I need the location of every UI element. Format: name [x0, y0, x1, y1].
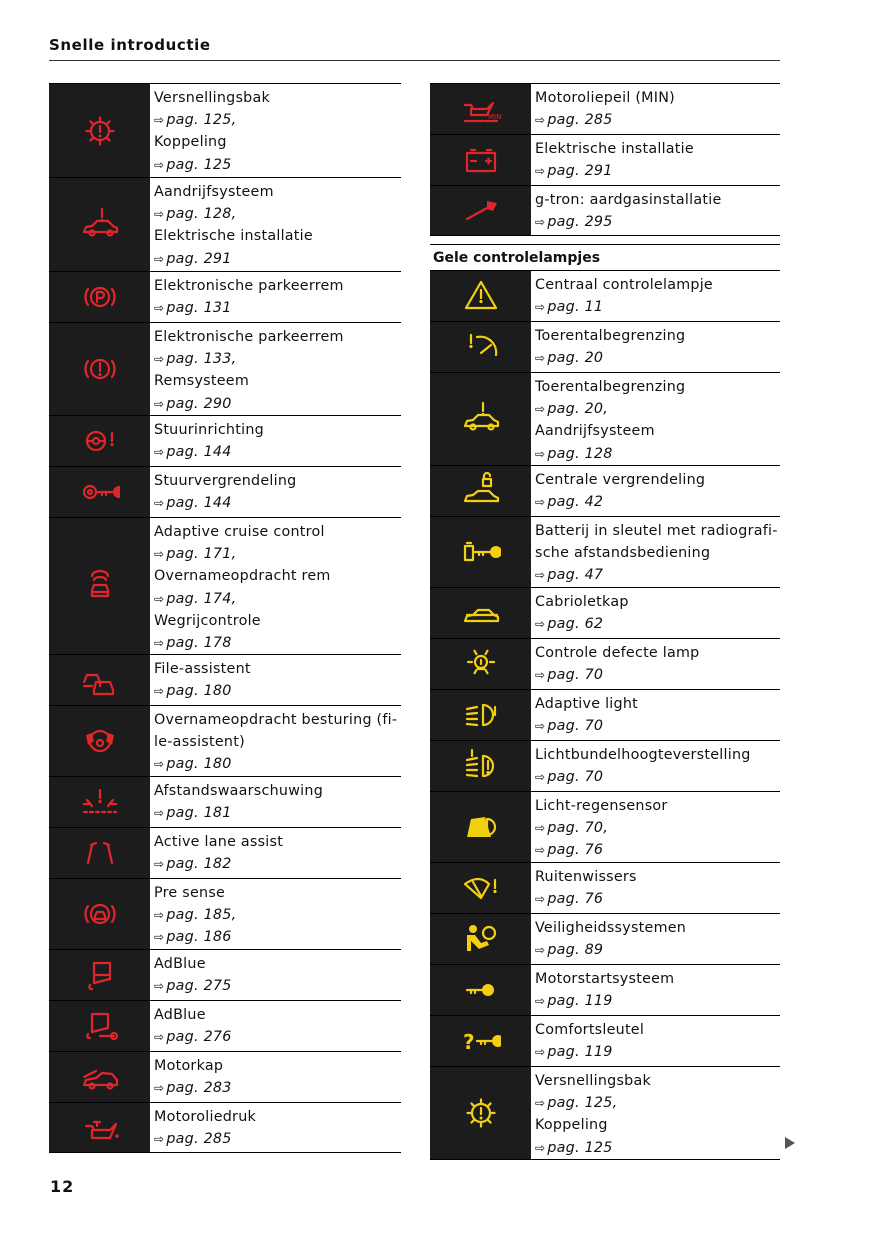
arrow-right-icon: ⇨	[535, 300, 546, 315]
convertible-top-icon	[430, 588, 531, 638]
arrow-right-icon: ⇨	[535, 892, 546, 907]
arrow-right-icon: ⇨	[535, 113, 546, 128]
page-reference	[154, 926, 401, 948]
page-reference-text: pag. 185,	[166, 907, 237, 924]
page-reference	[154, 1026, 401, 1048]
page-reference-text: pag. 76	[547, 891, 604, 908]
lamp-label: Centraal controlelampje	[535, 277, 713, 293]
arrow-right-icon: ⇨	[535, 668, 546, 683]
lamp-description	[531, 1067, 780, 1159]
lamp-label: Licht-regensensor	[535, 798, 668, 814]
adaptive-cruise-icon	[49, 518, 150, 654]
lamp-description	[150, 178, 401, 271]
lamp-label: AdBlue	[154, 1007, 206, 1023]
lamp-label: Adaptive light	[535, 696, 639, 712]
lamp-label: AdBlue	[154, 956, 206, 972]
page-reference-text: pag. 186	[166, 929, 232, 946]
page-reference	[154, 203, 401, 225]
page-reference	[154, 975, 401, 997]
lamp-row	[430, 791, 780, 862]
lamp-row	[430, 185, 780, 236]
key-icon	[430, 965, 531, 1015]
arrow-right-icon: ⇨	[535, 215, 546, 230]
lamp-row	[430, 465, 780, 516]
traffic-jam-icon	[49, 655, 150, 705]
lamp-description	[531, 517, 780, 587]
lamp-description	[150, 1001, 401, 1051]
page-reference	[535, 888, 780, 910]
lamp-row	[49, 705, 401, 776]
arrow-right-icon: ⇨	[535, 1096, 546, 1111]
arrow-right-icon: ⇨	[535, 446, 546, 461]
page-reference-text: pag. 119	[547, 1044, 613, 1061]
lamp-description	[150, 467, 401, 517]
lamp-row	[49, 517, 401, 654]
yellow-section-title: Gele controlelampjes	[430, 244, 780, 270]
page-reference-text: pag. 89	[547, 942, 604, 959]
lamp-label: Elektrische installatie	[535, 141, 694, 157]
lamp-row	[430, 913, 780, 964]
page-reference-text: pag. 291	[547, 163, 613, 180]
page-reference	[535, 839, 780, 861]
svg-text:MIN: MIN	[487, 113, 501, 121]
lamp-row	[430, 1066, 780, 1160]
arrow-right-icon: ⇨	[535, 1045, 546, 1060]
lamp-label: Afstandswaarschuwing	[154, 783, 324, 799]
page-reference	[535, 817, 780, 839]
arrow-right-icon: ⇨	[154, 1132, 165, 1147]
lamp-description	[150, 879, 401, 949]
lamp-row	[49, 322, 401, 415]
page-reference-text: pag. 182	[166, 856, 232, 873]
lamp-description	[531, 792, 780, 862]
lamp-description	[150, 1052, 401, 1102]
page-reference-text: pag. 291	[166, 250, 232, 267]
page-reference-text: pag. 174,	[166, 590, 237, 607]
lamp-description	[531, 690, 780, 740]
lamp-description	[531, 1016, 780, 1066]
lamp-description	[531, 863, 780, 913]
page-reference	[154, 588, 401, 610]
header-rule	[49, 60, 780, 61]
lamp-label: Stuurinrichting	[154, 422, 264, 438]
lamp-label: le-assistent)	[154, 734, 245, 751]
page-reference-text: pag. 11	[547, 299, 604, 316]
page-reference-text: pag. 133,	[166, 351, 237, 368]
page-reference	[535, 347, 780, 369]
page-reference	[535, 398, 780, 420]
arrow-right-icon: ⇨	[154, 806, 165, 821]
page-reference-text: pag. 20	[547, 350, 604, 367]
page-number: 12	[50, 1177, 75, 1196]
page-reference	[535, 109, 780, 131]
lamp-label: Pre sense	[154, 885, 226, 901]
page-reference-text: pag. 180	[166, 756, 232, 773]
page-reference	[535, 939, 780, 961]
page-reference-text: pag. 285	[547, 112, 613, 129]
lamp-row	[49, 827, 401, 878]
hood-open-icon	[49, 1052, 150, 1102]
lamp-description	[150, 1103, 401, 1152]
lamp-label: Centrale vergrendeling	[535, 472, 706, 488]
lamp-description	[150, 828, 401, 878]
wiper-warning-icon	[430, 863, 531, 913]
steering-warning-icon	[49, 416, 150, 466]
central-lock-icon	[430, 466, 531, 516]
lamp-label: Controle defecte lamp	[535, 645, 700, 661]
lamp-description	[150, 655, 401, 705]
page-reference-text: pag. 290	[166, 395, 232, 412]
page-reference-text: pag. 70	[547, 667, 604, 684]
lamp-row	[49, 415, 401, 466]
page-reference	[535, 1092, 780, 1114]
rpm-limit-icon	[430, 322, 531, 372]
gear-warning-icon	[430, 1067, 531, 1159]
page-reference	[154, 154, 401, 176]
arrow-right-icon: ⇨	[154, 684, 165, 699]
page-reference-text: pag. 276	[166, 1029, 232, 1046]
steering-lock-key-icon	[49, 467, 150, 517]
lamp-label: Motoroliedruk	[154, 1109, 257, 1125]
arrow-right-icon: ⇨	[535, 617, 546, 632]
lane-assist-icon	[49, 828, 150, 878]
arrow-right-icon: ⇨	[154, 857, 165, 872]
page-reference	[154, 1077, 401, 1099]
lamp-row	[49, 654, 401, 705]
lamp-label: Veiligheidssystemen	[535, 920, 687, 936]
page-reference-text: pag. 119	[547, 993, 613, 1010]
page-header: Snelle introductie	[49, 36, 211, 54]
page-reference-text: pag. 70,	[547, 820, 609, 837]
lamp-row	[49, 271, 401, 322]
lamp-row	[430, 321, 780, 372]
lamps-table-right	[430, 83, 780, 1160]
lamp-label: sche afstandsbediening	[535, 545, 711, 562]
page-reference	[535, 766, 780, 788]
lamp-row	[49, 949, 401, 1000]
lamp-label: Aandrijfsysteem	[154, 184, 274, 200]
svg-text:?: ?	[462, 1030, 475, 1054]
lamp-label: Motorkap	[154, 1058, 224, 1074]
hands-on-wheel-icon	[49, 706, 150, 776]
page-reference-text: pag. 128	[547, 445, 613, 462]
lamp-description	[531, 588, 780, 638]
page-reference	[535, 564, 780, 586]
lamp-label: Batterij in sleutel met radiografi-	[535, 523, 778, 539]
arrow-right-icon: ⇨	[154, 1081, 165, 1096]
lamp-label: Elektrische installatie	[154, 228, 313, 245]
red-lamps-table-right	[430, 83, 780, 236]
page-reference-text: pag. 62	[547, 616, 604, 633]
arrow-right-icon: ⇨	[154, 207, 165, 222]
lamp-label: Versnellingsbak	[154, 90, 271, 106]
arrow-right-icon: ⇨	[154, 352, 165, 367]
page-reference	[154, 753, 401, 775]
arrow-right-icon: ⇨	[535, 719, 546, 734]
lamp-description	[150, 777, 401, 827]
key-battery-icon	[430, 517, 531, 587]
page-reference-text: pag. 128,	[166, 206, 237, 223]
page-reference-text: pag. 70	[547, 769, 604, 786]
arrow-right-icon: ⇨	[154, 1030, 165, 1045]
lamp-label: Overnameopdracht rem	[154, 568, 331, 585]
lamp-row	[49, 177, 401, 271]
lamp-row	[49, 83, 401, 177]
distance-warning-icon	[49, 777, 150, 827]
lamp-description	[531, 373, 780, 465]
lamp-row	[430, 134, 780, 185]
lamp-label: Motorstartsysteem	[535, 971, 675, 987]
lamp-row	[49, 1102, 401, 1153]
adaptive-light-icon	[430, 690, 531, 740]
page-reference	[154, 348, 401, 370]
lamp-row	[430, 270, 780, 321]
lamp-label: Elektronische parkeerrem	[154, 329, 344, 345]
lamp-label: Comfortsleutel	[535, 1022, 645, 1038]
page-reference-text: pag. 70	[547, 718, 604, 735]
lamp-description	[531, 84, 780, 134]
page-reference	[154, 853, 401, 875]
lamp-label: g-tron: aardgasinstallatie	[535, 192, 722, 208]
lamp-label: Toerentalbegrenzing	[535, 379, 686, 395]
page-reference	[535, 491, 780, 513]
lamp-row	[430, 516, 780, 587]
lamp-label: Koppeling	[535, 1117, 608, 1134]
adblue-wrench-icon	[49, 1001, 150, 1051]
page-reference-text: pag. 20,	[547, 401, 609, 418]
arrow-right-icon: ⇨	[154, 301, 165, 316]
page-reference	[154, 492, 401, 514]
lamp-label: Versnellingsbak	[535, 1073, 652, 1089]
lamp-description	[531, 965, 780, 1015]
arrow-right-icon: ⇨	[535, 568, 546, 583]
arrow-right-icon: ⇨	[154, 251, 165, 266]
page-reference	[154, 393, 401, 415]
wrench-icon	[430, 186, 531, 235]
page-reference	[535, 211, 780, 233]
adblue-icon	[49, 950, 150, 1000]
lamp-label: Wegrijcontrole	[154, 612, 261, 629]
arrow-right-icon: ⇨	[535, 1140, 546, 1155]
arrow-right-icon: ⇨	[154, 445, 165, 460]
arrow-right-icon: ⇨	[154, 757, 165, 772]
airbag-icon	[430, 914, 531, 964]
next-page-arrow	[785, 1137, 795, 1149]
lamp-label: Elektronische parkeerrem	[154, 278, 344, 294]
lamp-description	[150, 272, 401, 322]
lamp-label: Adaptive cruise control	[154, 524, 325, 540]
lamp-description	[531, 271, 780, 321]
lamp-row	[49, 1000, 401, 1051]
arrow-right-icon: ⇨	[154, 496, 165, 511]
page-reference	[154, 802, 401, 824]
lamp-description	[150, 706, 401, 776]
car-warning-icon	[430, 373, 531, 465]
page-reference	[154, 441, 401, 463]
lamp-description	[150, 323, 401, 415]
car-warning-icon	[49, 178, 150, 271]
page-reference	[535, 715, 780, 737]
lamp-label: Motoroliepeil (MIN)	[535, 90, 675, 106]
page-reference	[535, 664, 780, 686]
page-reference-text: pag. 144	[166, 444, 232, 461]
page-reference	[535, 990, 780, 1012]
lamp-label: File-assistent	[154, 661, 251, 677]
arrow-right-icon: ⇨	[154, 396, 165, 411]
page-reference-text: pag. 125	[166, 156, 232, 173]
arrow-right-icon: ⇨	[535, 164, 546, 179]
arrow-right-icon: ⇨	[154, 157, 165, 172]
lamp-label: Toerentalbegrenzing	[535, 328, 686, 344]
page-reference	[154, 680, 401, 702]
lamp-row	[49, 1051, 401, 1102]
page-reference-text: pag. 47	[547, 567, 604, 584]
lamp-label: Overnameopdracht besturing (fi-	[154, 712, 398, 728]
page-reference-text: pag. 131	[166, 300, 232, 317]
lamp-row	[49, 776, 401, 827]
page-reference-text: pag. 125,	[166, 112, 237, 129]
arrow-right-icon: ⇨	[535, 943, 546, 958]
brake-warning-icon	[49, 323, 150, 415]
lamp-row	[430, 862, 780, 913]
page-reference	[535, 613, 780, 635]
lamp-label: Koppeling	[154, 134, 227, 151]
lamp-row	[430, 587, 780, 638]
page-reference-text: pag. 42	[547, 494, 604, 511]
arrow-right-icon: ⇨	[154, 591, 165, 606]
lamp-row	[430, 83, 780, 134]
page-reference-text: pag. 125,	[547, 1095, 618, 1112]
lamp-row	[430, 740, 780, 791]
page-reference	[154, 904, 401, 926]
lamp-description	[150, 518, 401, 654]
page-reference-text: pag. 181	[166, 805, 232, 822]
warning-triangle-icon	[430, 271, 531, 321]
page-reference-text: pag. 144	[166, 495, 232, 512]
page-reference	[154, 632, 401, 654]
arrow-right-icon: ⇨	[535, 351, 546, 366]
red-lamps-table-left	[49, 83, 401, 1153]
page-reference-text: pag. 295	[547, 214, 613, 231]
lamp-row	[49, 466, 401, 517]
arrow-right-icon: ⇨	[535, 843, 546, 858]
page-reference	[154, 297, 401, 319]
light-rain-sensor-icon	[430, 792, 531, 862]
lamp-label: Aandrijfsysteem	[535, 423, 655, 440]
page-reference	[154, 543, 401, 565]
lamp-row	[430, 1015, 780, 1066]
lamp-row	[430, 638, 780, 689]
lamp-description	[531, 186, 780, 235]
comfort-key-icon	[430, 1016, 531, 1066]
headlight-range-icon	[430, 741, 531, 791]
oil-pressure-icon	[49, 1103, 150, 1152]
pre-sense-icon	[49, 879, 150, 949]
lamp-label: Ruitenwissers	[535, 869, 637, 885]
lamp-description	[531, 741, 780, 791]
parking-brake-icon	[49, 272, 150, 322]
lamp-label: Stuurvergrendeling	[154, 473, 297, 489]
bulb-defect-icon	[430, 639, 531, 689]
arrow-right-icon: ⇨	[154, 908, 165, 923]
page-reference	[535, 1137, 780, 1159]
arrow-right-icon: ⇨	[154, 636, 165, 651]
lamp-description	[150, 84, 401, 177]
page-reference-text: pag. 283	[166, 1080, 232, 1097]
lamp-label: Remsysteem	[154, 373, 249, 390]
arrow-right-icon: ⇨	[154, 547, 165, 562]
arrow-right-icon: ⇨	[154, 113, 165, 128]
lamp-description	[531, 135, 780, 185]
page-reference-text: pag. 125	[547, 1139, 613, 1156]
page-reference	[154, 109, 401, 131]
arrow-right-icon: ⇨	[154, 979, 165, 994]
page-reference	[535, 296, 780, 318]
page-reference	[535, 1041, 780, 1063]
lamp-description	[531, 322, 780, 372]
page-reference	[535, 160, 780, 182]
arrow-right-icon: ⇨	[535, 770, 546, 785]
arrow-right-icon: ⇨	[535, 994, 546, 1009]
page-reference-text: pag. 171,	[166, 546, 237, 563]
lamp-label: Cabrioletkap	[535, 594, 629, 610]
lamp-row	[430, 689, 780, 740]
arrow-right-icon: ⇨	[535, 495, 546, 510]
page-reference-text: pag. 275	[166, 978, 232, 995]
page-reference-text: pag. 76	[547, 842, 604, 859]
page-reference	[154, 248, 401, 270]
page-reference	[535, 443, 780, 465]
page-reference	[154, 1128, 401, 1150]
arrow-right-icon: ⇨	[535, 402, 546, 417]
gear-warning-icon	[49, 84, 150, 177]
page-reference-text: pag. 180	[166, 683, 232, 700]
battery-icon	[430, 135, 531, 185]
yellow-lamps-table	[430, 270, 780, 1160]
lamp-description	[150, 950, 401, 1000]
arrow-right-icon: ⇨	[154, 930, 165, 945]
lamp-label: Lichtbundelhoogteverstelling	[535, 747, 751, 763]
lamp-row	[49, 878, 401, 949]
lamp-description	[531, 914, 780, 964]
lamp-description	[150, 416, 401, 466]
page-reference-text: pag. 178	[166, 635, 232, 652]
oil-level-min-icon	[430, 84, 531, 134]
lamp-row	[430, 964, 780, 1015]
arrow-right-icon: ⇨	[535, 821, 546, 836]
lamp-label: Active lane assist	[154, 834, 284, 850]
lamp-description	[531, 639, 780, 689]
page-reference-text: pag. 285	[166, 1131, 232, 1148]
lamp-row	[430, 372, 780, 465]
lamp-description	[531, 466, 780, 516]
